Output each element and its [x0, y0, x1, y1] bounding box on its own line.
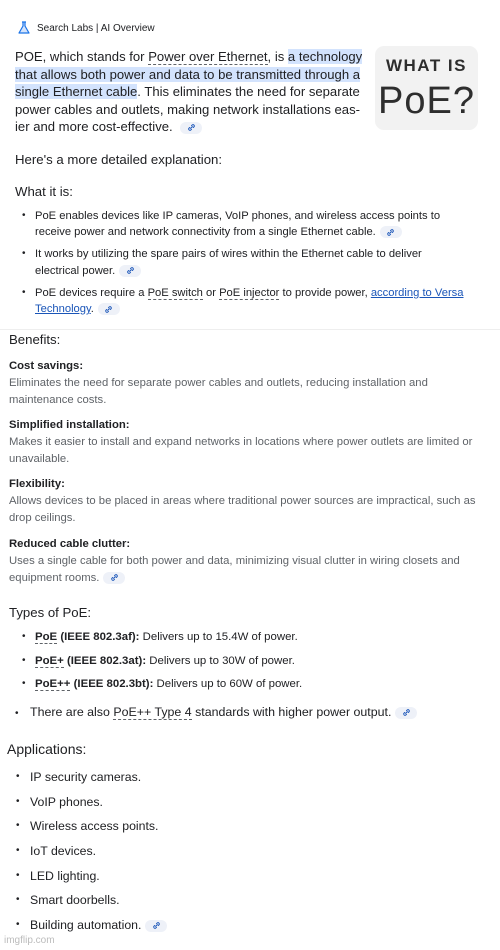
benefit-item-desc: [9, 553, 487, 587]
list-item: • Building automation.: [8, 916, 468, 941]
benefit-title: Simplified installation:: [9, 419, 130, 431]
applications-list: [8, 768, 468, 941]
section-divider: [0, 329, 500, 330]
benefit-title: Flexibility:: [9, 478, 65, 490]
list-item: • PoE+ (IEEE 802.3at): Delivers up to 30W of power.: [22, 654, 295, 667]
list-item-text: Building automation.: [30, 918, 142, 933]
list-item: • PoE enables devices like IP cameras, VoIP phones, and wireless access points to receive power and network connectivity from a single Ethernet cable.: [22, 210, 441, 239]
benefit-title: Cost savings:: [9, 360, 84, 372]
term-poe-injector[interactable]: PoE injector: [219, 286, 280, 299]
header-label: Search Labs | AI Overview: [37, 22, 155, 34]
list-item-text: standards with higher power output.: [191, 705, 392, 719]
type-standard: (IEEE 802.3bt):: [70, 678, 154, 690]
type-standard: (IEEE 802.3af):: [57, 631, 140, 643]
what-list: [15, 208, 465, 323]
highlighted-definition: a technology that allows both power and data to be transmitted through a single Ethernet cable: [15, 49, 363, 100]
intro-text: POE, which stands for: [15, 49, 149, 64]
term-poe-plus-plus[interactable]: PoE++: [35, 678, 71, 690]
list-item: • PoE devices require a PoE switch or PoE injector to provide power, according to Versa Technology.: [22, 286, 464, 316]
list-item-text: to provide power,: [279, 286, 371, 299]
list-item: • PoE++ (IEEE 802.3bt): Delivers up to 60W of power.: [22, 678, 303, 690]
list-item-text: Wireless access points.: [30, 819, 159, 834]
list-item: • It works by utilizing the spare pairs of wires within the Ethernet cable to deliver electrical power.: [22, 248, 422, 277]
source-link-chip[interactable]: [103, 572, 125, 584]
list-item-text: IP security cameras.: [30, 770, 142, 784]
benefit-item: [9, 417, 487, 467]
list-item-text: or: [202, 286, 220, 299]
intro-text: , is: [267, 49, 288, 64]
link-icon: [152, 921, 161, 930]
thumbnail-line2: PoE?: [378, 80, 475, 122]
types-list: [15, 628, 475, 699]
term-poe-switch[interactable]: PoE switch: [147, 286, 203, 299]
source-link-chip[interactable]: [145, 920, 167, 932]
list-item-text: LED lighting.: [30, 868, 100, 883]
term-poe-plus[interactable]: PoE+: [35, 654, 64, 667]
list-item-text: VoIP phones.: [30, 794, 103, 809]
term-poe[interactable]: PoE: [35, 631, 58, 643]
source-link-chip[interactable]: [380, 226, 402, 238]
thumbnail-image[interactable]: [375, 46, 478, 130]
list-item-text: PoE enables devices like IP cameras, VoIP phones, and wireless access points to receive power and network connectivity from a single Ethernet cable.: [35, 210, 441, 239]
source-link-chip[interactable]: [119, 265, 141, 277]
types-heading: Types of PoE:: [9, 605, 92, 620]
term-poe-type-4[interactable]: PoE++ Type 4: [113, 705, 192, 719]
benefit-item: [9, 536, 487, 586]
type-desc: Delivers up to 15.4W of power.: [139, 631, 298, 643]
list-item-text: PoE devices require a: [35, 286, 148, 299]
link-icon: [110, 573, 119, 582]
benefit-desc: Uses a single cable for both power and data, minimizing visual clutter in wiring closets and equipment rooms.: [9, 554, 460, 584]
link-icon: [126, 266, 135, 275]
flask-icon: [17, 21, 31, 35]
types-extra-item: [15, 705, 485, 719]
list-item: • LED lighting.: [16, 868, 100, 883]
benefit-item: [9, 476, 487, 526]
list-item-text: There are also: [30, 705, 114, 719]
type-standard: (IEEE 802.3at):: [63, 654, 147, 667]
thumbnail-line1: WHAT IS: [385, 56, 467, 75]
bullet: •: [15, 708, 19, 719]
list-item: • IP security cameras.: [16, 770, 142, 784]
benefits-heading: Benefits:: [9, 332, 61, 347]
list-item: • PoE (IEEE 802.3af): Delivers up to 15.4W of power.: [22, 631, 298, 643]
type-desc: Delivers up to 60W of power.: [153, 678, 303, 690]
intro-paragraph: [15, 48, 367, 136]
source-link-chip[interactable]: [98, 303, 120, 315]
list-item: • VoIP phones.: [16, 794, 103, 809]
source-link-chip[interactable]: [180, 122, 202, 134]
term-power-over-ethernet[interactable]: Power over Ethernet: [148, 49, 268, 64]
benefit-title: Reduced cable clutter:: [9, 538, 131, 550]
detail-heading: Here's a more detailed explanation:: [15, 152, 223, 167]
link-icon: [104, 305, 113, 314]
watermark: imgflip.com: [4, 935, 55, 946]
link-icon: [402, 708, 411, 717]
source-link-chip[interactable]: [395, 707, 417, 719]
type-desc: Delivers up to 30W of power.: [146, 654, 295, 667]
benefit-desc: Makes it easier to install and expand networks in locations where power outlets are limited or unavailable.: [9, 435, 473, 465]
source-link-versa[interactable]: according to Versa Technology: [35, 286, 464, 316]
link-icon: [386, 228, 395, 237]
applications-heading: Applications:: [7, 741, 87, 757]
list-item: • Smart doorbells.: [16, 893, 120, 908]
ai-overview-header: [17, 19, 155, 37]
benefit-item: [9, 358, 487, 408]
list-item-text: Smart doorbells.: [30, 893, 120, 908]
list-item: • Wireless access points.: [16, 819, 159, 834]
intro-text: . This eliminates the need for separate power cables and outlets, making network installations eas-ier and more cost-effective.: [15, 84, 360, 135]
benefit-desc: Eliminates the need for separate power cables and outlets, reducing installation and maintenance costs.: [9, 376, 428, 406]
list-item-text: .: [90, 303, 94, 316]
list-item-text: IoT devices.: [30, 844, 97, 859]
link-icon: [187, 123, 196, 132]
benefit-desc: Allows devices to be placed in areas where traditional power sources are impractical, such as drop ceilings.: [9, 494, 476, 524]
list-item-text: It works by utilizing the spare pairs of wires within the Ethernet cable to deliver electrical power.: [35, 248, 422, 277]
what-heading: What it is:: [15, 184, 73, 199]
list-item: • IoT devices.: [16, 844, 97, 859]
